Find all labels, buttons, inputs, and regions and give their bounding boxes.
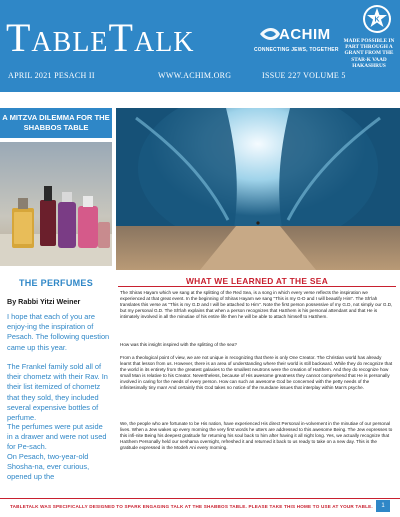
achim-tagline: CONNECTING JEWS, TOGETHER	[254, 47, 339, 53]
sponsor-note: MADE POSSIBLE IN PART THROUGH A GRANT FROM THE STAR-K VAAD HAKASHRUS	[343, 38, 395, 69]
mitzva-dilemma-box	[0, 108, 112, 138]
article-paragraph-4: We, the people who are fortunate to be His nation, have experienced His direct Personal in-volvement in the minutiae of our personal lives. When a Jew wakes up every morning the very first words he utters are addressed to this awesome Being. The Jew expresses to this infi-nite Being his deepest gratitude for returning his soul back to him after having it all night long. Yes, we actually recognize that HaShem Personally held our neshama overnight, refreshed it and returned it back to us ready to take on a new day. This is the gratitude expressed in the Modeh Ani every morning.	[120, 421, 393, 451]
issue-date: APRIL 2021 PESACH II	[8, 71, 95, 80]
article-paragraph-2: How was this insight inspired with the splitting of the sea?	[120, 342, 237, 347]
heading-divider	[118, 286, 396, 287]
issue-number: ISSUE 227 VOLUME 5	[262, 71, 346, 80]
dilemma-line-1: A MITZVA DILEMMA FOR THE	[2, 113, 110, 122]
author-byline: By Rabbi Yitzi Weiner	[7, 297, 81, 306]
masthead-title: TableTalk	[6, 15, 195, 60]
left-paragraph-2: The Frankel family sold all of their chometz with their Rav. In their list itemized of chometz that they sold, they included several expensive bottles of perfume.	[7, 362, 108, 423]
perfumes-heading: THE PERFUMES	[18, 278, 94, 288]
dilemma-line-2: SHABBOS TABLE	[23, 123, 89, 132]
star-k-badge-icon	[362, 4, 392, 34]
left-paragraph-4: On Pesach, two-year-old Shosha-na, ever curious, opened up the	[7, 452, 90, 482]
website-link[interactable]: WWW.ACHIM.ORG	[158, 71, 232, 80]
page-number: 1	[376, 500, 390, 512]
left-paragraph-3: The perfumes were put aside in a drawer and were not used for Pe-sach.	[7, 422, 107, 452]
article-paragraph-1: The Shiras Hayam which we sang at the splitting of the Red Sea, is a song in which every verse reflects the inspiration we experienced at that great event. In the beginning of Shiras Hayam we sang "This is my G-D and I will beautify Him". The Sh'lah translates this verse as "This is my G.D and I will be attached to Him". Note the first person possessive of my G.D, not simply our G.D, but my personal G.D. The Sh'lah explains that when a person recognizes that HaShem is his personal attendant and that He is intimately involved in all the minutiae of his entire life then he will be able to attach himself to HaShem.	[120, 290, 393, 320]
footer-note: TABLETALK WAS SPECIFICALLY DESIGNED TO SPARK ENGAGING TALK AT THE SHABBOS TABLE. PLEASE TAKE THIS HOME TO USE AT YOUR TABLE.	[10, 504, 373, 509]
article-paragraph-3: From a theological point of view, we are not unique in recognizing that there is only One Creator. The Christian world has already learnt that lesson from us. However, there is an area of understanding where their world is still backward. While they do recognize that the world in its entirety from the greatest galaxies to the smallest neutrons were the creation of HaShem. And they do recognize how small Man is relative to his Creator. Nevertheless, because of His awesome greatness they cannot comprehend that He is personally involved in caring for the needs of every person. How can such an awesome God be concerned with the petty needs of the infinitesimally tiny man! And certainly this God takes no notice of the mundane issues that interplay within Man's psyche.	[120, 355, 393, 391]
sea-splitting-image	[116, 108, 400, 270]
left-paragraph-1: I hope that each of you are enjoy-ing the inspiration of Pesach. The following question came up this year.	[7, 312, 110, 352]
perfume-bottles-image	[0, 142, 112, 266]
article-heading: WHAT WE LEARNED AT THE SEA	[185, 276, 329, 286]
achim-wordmark: ACHIM	[279, 26, 331, 43]
badge-letter: K	[374, 16, 380, 24]
